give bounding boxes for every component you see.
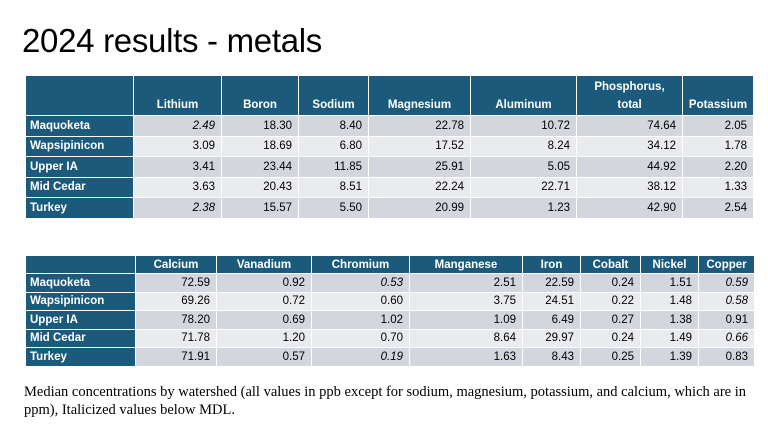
table-cell: 78.20 (136, 311, 217, 330)
table-row (26, 274, 755, 293)
column-header: Phosphorus, total (577, 76, 683, 116)
table-row (26, 329, 755, 348)
table-cell: 1.23 (471, 198, 577, 219)
table-cell: 0.24 (581, 329, 641, 348)
table-cell: 2.20 (683, 157, 754, 178)
row-label: Mid Cedar (26, 329, 136, 348)
table-row (26, 136, 754, 157)
table-header-row (26, 256, 755, 274)
table-cell: 38.12 (577, 177, 683, 198)
table-cell: 0.24 (581, 274, 641, 293)
table-cell: 1.33 (683, 177, 754, 198)
row-label: Wapsipinicon (26, 292, 136, 311)
table-cell: 0.22 (581, 292, 641, 311)
table-cell: 0.25 (581, 348, 641, 367)
table-cell: 2.38 (134, 198, 222, 219)
table-cell: 25.91 (369, 157, 471, 178)
table-cell: 0.57 (217, 348, 312, 367)
table-cell: 23.44 (222, 157, 299, 178)
table-cell: 74.64 (577, 116, 683, 137)
column-header: Cobalt (581, 256, 641, 274)
table-cell: 5.50 (299, 198, 369, 219)
table-cell: 0.70 (312, 329, 410, 348)
column-header: Magnesium (369, 76, 471, 116)
table-cell: 0.59 (699, 274, 755, 293)
table-cell: 69.26 (136, 292, 217, 311)
table-row (26, 311, 755, 330)
table-cell: 2.51 (410, 274, 523, 293)
table-cell: 71.78 (136, 329, 217, 348)
column-header: Sodium (299, 76, 369, 116)
column-header: Nickel (641, 256, 699, 274)
row-label: Turkey (26, 348, 136, 367)
table-cell: 3.09 (134, 136, 222, 157)
table-cell: 24.51 (523, 292, 581, 311)
table-row (26, 198, 754, 219)
table-cell: 2.54 (683, 198, 754, 219)
table-cell: 0.58 (699, 292, 755, 311)
table-cell: 3.63 (134, 177, 222, 198)
column-header: Iron (523, 256, 581, 274)
table-cell: 34.12 (577, 136, 683, 157)
table-cell: 20.99 (369, 198, 471, 219)
table-cell: 1.49 (641, 329, 699, 348)
table-cell: 0.53 (312, 274, 410, 293)
header-corner (26, 76, 134, 116)
table-cell: 1.63 (410, 348, 523, 367)
table-cell: 15.57 (222, 198, 299, 219)
row-label: Maquoketa (26, 116, 134, 137)
table-cell: 1.39 (641, 348, 699, 367)
table-cell: 2.05 (683, 116, 754, 137)
table-cell: 0.69 (217, 311, 312, 330)
table-cell: 22.59 (523, 274, 581, 293)
table-cell: 1.02 (312, 311, 410, 330)
table-cell: 1.78 (683, 136, 754, 157)
table-row (26, 157, 754, 178)
table-cell: 6.80 (299, 136, 369, 157)
column-header: Calcium (136, 256, 217, 274)
table-cell: 0.83 (699, 348, 755, 367)
header-corner (26, 256, 136, 274)
table-row (26, 116, 754, 137)
column-header: Vanadium (217, 256, 312, 274)
table-cell: 11.85 (299, 157, 369, 178)
table-cell: 42.90 (577, 198, 683, 219)
table-cell: 1.48 (641, 292, 699, 311)
table-cell: 20.43 (222, 177, 299, 198)
table-cell: 5.05 (471, 157, 577, 178)
slide-title: 2024 results - metals (22, 22, 322, 59)
table-cell: 71.91 (136, 348, 217, 367)
table-header-row (26, 76, 754, 116)
column-header: Aluminum (471, 76, 577, 116)
table-cell: 18.69 (222, 136, 299, 157)
table-cell: 17.52 (369, 136, 471, 157)
metals-table-top (25, 75, 754, 219)
table-cell: 22.71 (471, 177, 577, 198)
table-row (26, 348, 755, 367)
table-cell: 0.19 (312, 348, 410, 367)
table-cell: 1.09 (410, 311, 523, 330)
table-row (26, 292, 755, 311)
column-header: Copper (699, 256, 755, 274)
column-header: Manganese (410, 256, 523, 274)
caption: Median concentrations by watershed (all values in ppb except for sodium, magnesium, potassium, and calcium, which are in ppm), Italicized values below MDL. (24, 384, 746, 418)
table-cell: 8.40 (299, 116, 369, 137)
table-cell: 0.91 (699, 311, 755, 330)
table-cell: 0.92 (217, 274, 312, 293)
table-cell: 0.66 (699, 329, 755, 348)
row-label: Turkey (26, 198, 134, 219)
row-label: Upper IA (26, 157, 134, 178)
table-cell: 29.97 (523, 329, 581, 348)
table-cell: 8.64 (410, 329, 523, 348)
table-cell: 6.49 (523, 311, 581, 330)
table-cell: 0.72 (217, 292, 312, 311)
table-cell: 8.24 (471, 136, 577, 157)
table-cell: 8.43 (523, 348, 581, 367)
table-row (26, 177, 754, 198)
table-cell: 8.51 (299, 177, 369, 198)
row-label: Wapsipinicon (26, 136, 134, 157)
table-cell: 44.92 (577, 157, 683, 178)
row-label: Maquoketa (26, 274, 136, 293)
column-header: Lithium (134, 76, 222, 116)
table-cell: 1.38 (641, 311, 699, 330)
table-cell: 0.27 (581, 311, 641, 330)
table-cell: 2.49 (134, 116, 222, 137)
table-cell: 1.51 (641, 274, 699, 293)
table-cell: 72.59 (136, 274, 217, 293)
table-cell: 0.60 (312, 292, 410, 311)
row-label: Upper IA (26, 311, 136, 330)
table-cell: 1.20 (217, 329, 312, 348)
metals-table-bottom (25, 255, 755, 367)
table-cell: 18.30 (222, 116, 299, 137)
column-header: Potassium (683, 76, 754, 116)
table-cell: 22.24 (369, 177, 471, 198)
column-header: Chromium (312, 256, 410, 274)
table-cell: 3.75 (410, 292, 523, 311)
table-cell: 3.41 (134, 157, 222, 178)
table-cell: 10.72 (471, 116, 577, 137)
row-label: Mid Cedar (26, 177, 134, 198)
table-cell: 22.78 (369, 116, 471, 137)
column-header: Boron (222, 76, 299, 116)
